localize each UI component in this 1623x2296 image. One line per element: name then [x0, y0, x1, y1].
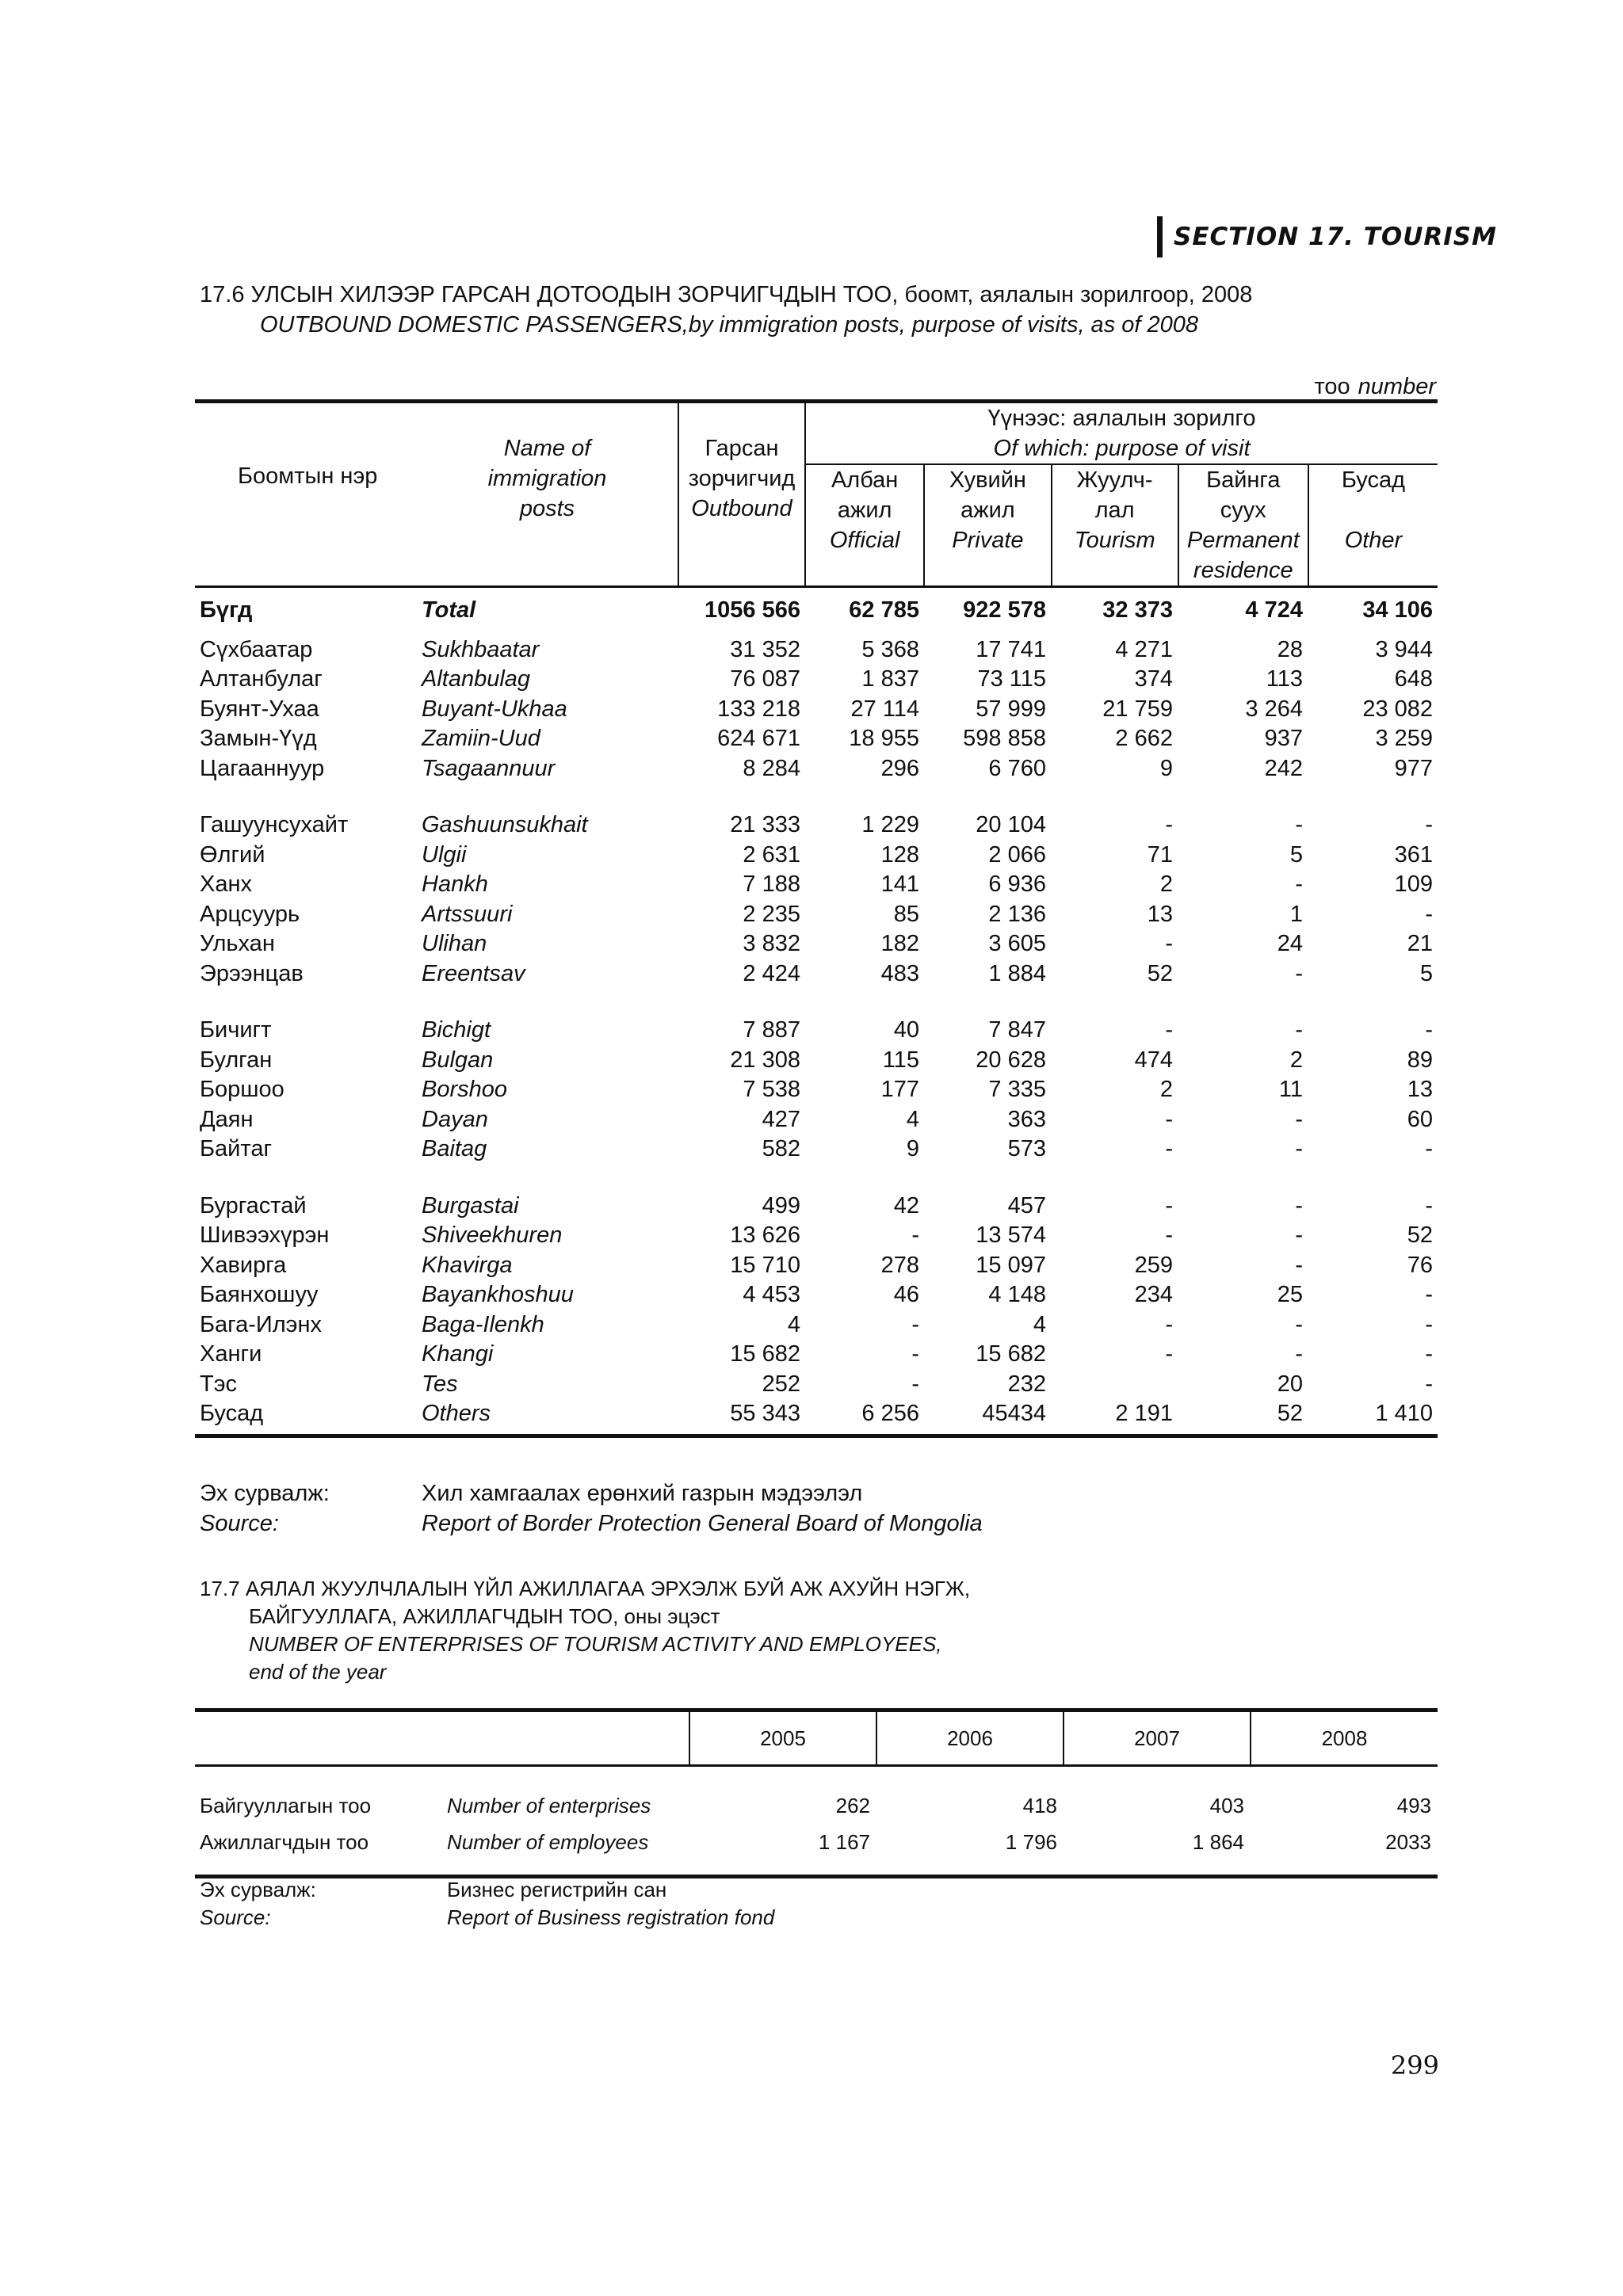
cell-tourism: 474 [1134, 1047, 1173, 1073]
cell-official: 5 368 [861, 636, 919, 662]
table2-title-mn-2: БАЙГУУЛЛАГА, АЖИЛЛАГЧДЫН ТОО, оны эцэст [249, 1604, 720, 1628]
cell-official: - [911, 1371, 919, 1397]
cell-official: 27 114 [850, 696, 919, 722]
table-row [195, 810, 1438, 841]
cell-other: - [1425, 1017, 1434, 1043]
section-header [1157, 215, 1497, 258]
source-text-en: Report of Border Protection General Board of Mongolia [422, 1511, 983, 1536]
post-name-en: Baitag [422, 1136, 487, 1161]
header-perm-en-1: Permanent [1186, 528, 1300, 553]
source-text-en: Report of Business registration fond [447, 1905, 775, 1929]
cell-permanent: 937 [1264, 726, 1303, 751]
cell-official: - [911, 1311, 919, 1337]
post-name-en: Khangi [422, 1341, 494, 1367]
header-other-mn: Бусад [1341, 467, 1406, 493]
post-name-mn: Гашуунсухайт [200, 812, 349, 837]
post-name-mn: Шивээхүрэн [200, 1222, 330, 1248]
post-name-mn: Булган [200, 1047, 273, 1073]
cell-tourism [1051, 1370, 1178, 1400]
post-name-mn: Боршоо [200, 1077, 285, 1102]
cell-tourism: 259 [1134, 1252, 1173, 1278]
post-name-mn: Эрээнцав [200, 960, 304, 986]
source-label-en: Source: [200, 1511, 279, 1536]
row-label-mn: Байгууллагын тоо [200, 1793, 372, 1817]
cell-other: - [1425, 1136, 1434, 1161]
cell-outbound: 15 710 [730, 1252, 800, 1278]
cell-value: 1 796 [876, 1824, 1064, 1877]
cell-other: - [1425, 1311, 1434, 1337]
cell-permanent: - [1295, 1017, 1303, 1043]
cell-outbound: 13 626 [730, 1222, 800, 1248]
post-name-en: Baga-Ilenkh [422, 1311, 544, 1337]
cell-permanent: 11 [1278, 1077, 1303, 1102]
cell-official: 1 837 [861, 666, 919, 692]
cell-outbound: 7 188 [743, 871, 800, 897]
post-name-mn: Бүгд [200, 597, 253, 623]
header-outbound-mn-1: Гарсан [705, 436, 779, 461]
year-header: 2005 [689, 1711, 876, 1766]
cell-value: 2033 [1251, 1824, 1438, 1877]
cell-permanent: 52 [1178, 1399, 1308, 1436]
cell-tourism: 71 [1147, 841, 1173, 868]
cell-tourism: - [1165, 812, 1173, 837]
cell-other: 977 [1394, 755, 1434, 781]
cell-other: - [1425, 1371, 1434, 1397]
cell-value: 403 [1209, 1793, 1244, 1817]
table1-source [200, 1478, 983, 1539]
cell-private: 922 578 [963, 597, 1046, 623]
header-purpose-group-mn: Үүнээс: аялалын зорилго [987, 406, 1256, 431]
cell-tourism: 2 [1159, 1077, 1173, 1102]
cell-other: 60 [1407, 1106, 1434, 1132]
post-name-mn: Даян [200, 1106, 254, 1132]
header-tourism-en: Tourism [1074, 528, 1155, 553]
cell-permanent: - [1295, 1311, 1303, 1337]
cell-official: 62 785 [849, 597, 919, 623]
header-official-en: Official [829, 528, 900, 553]
row-label-mn: Ажиллагчдын тоо [195, 1824, 442, 1877]
cell-permanent: 24 [1277, 931, 1303, 956]
table-row [195, 1075, 1438, 1105]
cell-outbound: 4 [787, 1311, 800, 1337]
cell-tourism: 21 759 [1102, 696, 1173, 722]
table2-title-en-1: NUMBER OF ENTERPRISES OF TOURISM ACTIVITY AND EMPLOYEES, [249, 1632, 942, 1656]
post-name-mn: Замын-Үүд [200, 726, 317, 751]
table-row [195, 1105, 1438, 1135]
cell-tourism: - [1165, 1341, 1173, 1367]
post-name-mn: Бусад [195, 1399, 417, 1436]
post-name-en: Tes [422, 1371, 458, 1397]
cell-outbound: 21 333 [730, 812, 800, 837]
table-row [195, 754, 1438, 784]
cell-other: 13 [1407, 1077, 1434, 1102]
cell-other: - [1425, 901, 1434, 927]
table-row [195, 900, 1438, 930]
cell-outbound: 252 [762, 1371, 800, 1397]
cell-private: 15 097 [976, 1252, 1046, 1278]
cell-outbound: 2 235 [743, 901, 800, 927]
post-name-mn: Алтанбулаг [200, 666, 323, 692]
post-name-mn: Цагааннуур [200, 755, 325, 781]
cell-other: 109 [1394, 871, 1434, 897]
post-name-en: Bulgan [422, 1047, 494, 1073]
header-other-en: Other [1344, 528, 1403, 553]
cell-outbound: 427 [762, 1106, 800, 1132]
table-row [195, 1340, 1438, 1370]
cell-official: 296 [880, 755, 919, 781]
cell-official: 9 [906, 1136, 919, 1161]
post-name-mn: Байтаг [200, 1136, 273, 1161]
table-row [195, 1766, 1438, 1825]
source-label-mn: Эх сурвалж: [200, 1481, 330, 1506]
cell-official: 115 [882, 1047, 919, 1073]
source-label-mn: Эх сурвалж: [200, 1878, 316, 1901]
cell-other: 89 [1407, 1047, 1434, 1073]
table1-title-en: OUTBOUND DOMESTIC PASSENGERS,by immigration posts, purpose of visits, as of 2008 [260, 312, 1199, 338]
table-row [195, 1016, 1438, 1046]
cell-outbound: 7 538 [743, 1077, 800, 1102]
cell-permanent: 25 [1277, 1282, 1303, 1307]
cell-tourism: 2 [1159, 871, 1173, 897]
header-post-en-1: Name of [503, 436, 591, 461]
cell-outbound: 1056 566 [705, 597, 800, 623]
cell-other: 76 [1407, 1252, 1434, 1278]
cell-private: 1 884 [988, 960, 1046, 986]
cell-official: 177 [880, 1077, 919, 1102]
cell-permanent: - [1295, 1252, 1303, 1278]
cell-outbound: 8 284 [743, 755, 800, 781]
year-header: 2006 [876, 1711, 1064, 1766]
cell-tourism: - [1165, 1106, 1173, 1132]
header-post-en-3: posts [519, 496, 575, 521]
cell-outbound: 76 087 [730, 666, 800, 692]
cell-tourism: 2 662 [1115, 726, 1173, 751]
cell-tourism: 9 [1159, 755, 1173, 781]
cell-private: 6 936 [988, 871, 1046, 897]
cell-permanent: - [1295, 1136, 1303, 1161]
cell-tourism: - [1165, 1136, 1173, 1161]
cell-private: 573 [1007, 1136, 1046, 1161]
post-name-en: Total [422, 597, 476, 623]
cell-private: 3 605 [988, 931, 1046, 956]
post-name-mn: Ханх [200, 871, 252, 897]
post-name-en: Ulihan [422, 931, 487, 956]
cell-official: - [911, 1222, 919, 1248]
table2-source [200, 1876, 774, 1932]
unit-en: number [1358, 374, 1436, 399]
post-name-mn: Өлгий [200, 841, 265, 868]
cell-official: 1 229 [861, 812, 919, 837]
cell-permanent: - [1295, 871, 1303, 897]
cell-outbound: 2 631 [743, 841, 800, 868]
section-bar [1157, 216, 1163, 257]
cell-private: 57 999 [976, 696, 1046, 722]
header-private-mn-2: ажил [960, 498, 1015, 523]
post-name-mn: Хавирга [200, 1252, 287, 1278]
header-outbound-mn-2: зорчигчид [688, 466, 796, 491]
cell-tourism: 32 373 [1102, 597, 1173, 623]
cell-private: 232 [1007, 1371, 1046, 1397]
cell-private: 7 847 [988, 1017, 1046, 1043]
cell-other: 21 [1407, 931, 1434, 956]
cell-permanent: - [1295, 1106, 1303, 1132]
cell-outbound: 624 671 [717, 726, 800, 751]
cell-private: 457 [1007, 1192, 1046, 1219]
header-post-en-2: immigration [487, 466, 607, 491]
cell-outbound: 2 424 [743, 960, 800, 986]
cell-permanent: - [1295, 960, 1303, 986]
cell-value: 418 [1022, 1793, 1057, 1817]
table-row [195, 1824, 1438, 1877]
post-name-mn: Арцсуурь [200, 901, 300, 927]
source-label-en: Source: [200, 1905, 271, 1929]
cell-official: 483 [880, 960, 919, 986]
cell-outbound: 133 218 [717, 696, 800, 722]
table-row [195, 1280, 1438, 1310]
table-row [195, 870, 1438, 900]
post-name-mn: Бургастай [200, 1192, 307, 1219]
cell-value: 262 [835, 1793, 870, 1817]
post-name-mn: Буянт-Ухаа [200, 696, 319, 722]
table-row [195, 1399, 1438, 1436]
cell-tourism: 4 271 [1115, 636, 1173, 662]
post-name-en: Artssuuri [422, 901, 513, 927]
cell-other: 648 [1394, 666, 1434, 692]
cell-private: 45434 [924, 1399, 1051, 1436]
cell-other: 1 410 [1308, 1399, 1438, 1436]
cell-other: 34 106 [1362, 597, 1434, 623]
post-name-mn: Бага-Илэнх [200, 1311, 322, 1337]
cell-value: 1 167 [689, 1824, 876, 1877]
cell-value: 1 864 [1064, 1824, 1251, 1877]
table1-title-mn: 17.6 УЛСЫН ХИЛЭЭР ГАРСАН ДОТООДЫН ЗОРЧИГЧДЫН ТОО, боомт, аялалын зорилгоор, 2008 [200, 282, 1253, 307]
row-label-en: Number of enterprises [447, 1793, 651, 1817]
post-name-en: Others [417, 1399, 678, 1436]
header-perm-mn-2: суух [1220, 498, 1266, 523]
post-name-en: Bichigt [422, 1017, 491, 1043]
header-private-mn-1: Хувийн [949, 467, 1026, 493]
cell-permanent: 4 724 [1245, 597, 1303, 623]
cell-other: - [1425, 1192, 1434, 1219]
post-name-en: Buyant-Ukhaa [422, 696, 567, 722]
page-number: 299 [1390, 2050, 1439, 2081]
cell-official: 4 [906, 1106, 919, 1132]
post-name-en: Bayankhoshuu [422, 1282, 574, 1307]
cell-outbound: 55 343 [678, 1399, 805, 1436]
cell-official: 182 [880, 931, 919, 956]
table-row [195, 724, 1438, 754]
cell-private: 598 858 [963, 726, 1046, 751]
header-post-mn: Боомтын нэр [238, 463, 378, 489]
table2-title-mn-1: 17.7 АЯЛАЛ ЖУУЛЧЛАЛЫН ҮЙЛ АЖИЛЛАГАА ЭРХЭЛЖ БУЙ АЖ АХУЙН НЭГЖ, [200, 1577, 971, 1600]
cell-other: - [1425, 1282, 1434, 1307]
cell-permanent: 5 [1289, 841, 1303, 868]
cell-official: 141 [880, 871, 919, 897]
post-name-mn: Ульхан [200, 931, 275, 956]
post-name-en: Altanbulag [422, 666, 531, 692]
post-name-mn: Сүхбаатар [200, 636, 313, 662]
cell-tourism: 52 [1147, 960, 1173, 986]
cell-private: 4 [1033, 1311, 1046, 1337]
header-official-mn-1: Албан [831, 467, 899, 493]
cell-other: 3 259 [1375, 726, 1434, 751]
cell-outbound: 4 453 [743, 1282, 800, 1307]
header-tourism-mn-2: лал [1094, 498, 1135, 523]
cell-outbound: 31 352 [730, 636, 800, 662]
header-perm-mn-1: Байнга [1206, 467, 1281, 493]
post-name-mn: Бичигт [200, 1017, 272, 1043]
post-name-mn: Ханги [200, 1341, 262, 1367]
cell-permanent: 2 [1289, 1047, 1303, 1073]
table-row [195, 1370, 1438, 1400]
cell-outbound: 3 832 [743, 931, 800, 956]
cell-private: 73 115 [977, 666, 1046, 692]
cell-other: 5 [1419, 960, 1434, 986]
cell-official: 6 256 [805, 1399, 924, 1436]
cell-private: 7 335 [988, 1077, 1046, 1102]
cell-official: 18 955 [849, 726, 919, 751]
year-header: 2008 [1251, 1711, 1438, 1766]
cell-private: 13 574 [976, 1222, 1046, 1248]
row-label-en: Number of employees [447, 1829, 649, 1854]
cell-official: 46 [893, 1282, 919, 1307]
cell-outbound: 582 [762, 1136, 800, 1161]
cell-private: 20 104 [976, 812, 1046, 837]
table-row [195, 841, 1438, 871]
cell-other: 3 944 [1375, 636, 1434, 662]
table1-unit [1314, 374, 1436, 400]
table2-title-en-2: end of the year [249, 1660, 387, 1684]
spacer-row [195, 784, 1438, 810]
cell-private: 4 148 [988, 1282, 1046, 1307]
table2-title [200, 1575, 970, 1686]
cell-permanent: - [1295, 1341, 1303, 1367]
header-official-mn-2: ажил [837, 498, 892, 523]
header-outbound-en: Outbound [691, 496, 792, 521]
post-name-en: Hankh [422, 871, 488, 897]
cell-official: 42 [893, 1192, 919, 1219]
cell-other: 52 [1407, 1222, 1434, 1248]
header-tourism-mn-1: Жуулч- [1076, 467, 1153, 493]
table-row [195, 1310, 1438, 1341]
year-header: 2007 [1064, 1711, 1251, 1766]
section-title: SECTION 17. TOURISM [1174, 223, 1497, 251]
post-name-en: Khavirga [422, 1252, 513, 1278]
post-name-en: Borshoo [422, 1077, 508, 1102]
cell-permanent: 20 [1277, 1371, 1303, 1397]
cell-outbound: 499 [762, 1192, 800, 1219]
cell-private: 15 682 [976, 1341, 1046, 1367]
cell-outbound: 21 308 [730, 1047, 800, 1073]
cell-permanent: - [1295, 1222, 1303, 1248]
table-row [195, 665, 1438, 695]
cell-tourism: - [1165, 1222, 1173, 1248]
header-private-en: Private [952, 528, 1024, 553]
cell-permanent: 242 [1264, 755, 1303, 781]
cell-permanent: 113 [1266, 666, 1303, 692]
cell-outbound: 15 682 [730, 1341, 800, 1367]
cell-tourism: 374 [1134, 666, 1173, 692]
cell-official: 85 [893, 901, 919, 927]
post-name-en: Shiveekhuren [422, 1222, 563, 1248]
cell-private: 17 741 [976, 636, 1046, 662]
cell-private: 6 760 [988, 755, 1046, 781]
header-perm-en-2: residence [1193, 558, 1293, 583]
post-name-mn: Баянхошуу [200, 1282, 319, 1307]
cell-other: - [1425, 1341, 1434, 1367]
cell-other: 361 [1394, 841, 1434, 868]
table-row [195, 635, 1438, 666]
tourism-enterprises-table [195, 1708, 1438, 1878]
cell-permanent: - [1295, 812, 1303, 837]
cell-tourism: - [1165, 1017, 1173, 1043]
spacer-row [195, 1165, 1438, 1192]
cell-private: 2 136 [988, 901, 1046, 927]
cell-tourism: 234 [1134, 1282, 1173, 1307]
post-name-en: Gashuunsukhait [422, 812, 588, 837]
post-name-en: Dayan [422, 1106, 488, 1132]
table-row [195, 1251, 1438, 1281]
cell-other: - [1425, 812, 1434, 837]
cell-official: - [911, 1341, 919, 1367]
cell-tourism: 2 191 [1051, 1399, 1178, 1436]
outbound-passengers-table [195, 399, 1438, 1438]
cell-official: 278 [880, 1252, 919, 1278]
table-row [195, 1192, 1438, 1222]
cell-official: 40 [893, 1017, 919, 1043]
cell-value: 493 [1396, 1793, 1431, 1817]
post-name-en: Sukhbaatar [422, 636, 540, 662]
spacer-row [195, 989, 1438, 1016]
cell-permanent: 1 [1289, 901, 1303, 927]
unit-mn: тоо [1314, 374, 1350, 399]
table-row [195, 1046, 1438, 1076]
cell-other: 23 082 [1362, 696, 1434, 722]
table-row [195, 1135, 1438, 1165]
cell-tourism: - [1165, 1192, 1173, 1219]
source-text-mn: Хил хамгаалах ерөнхий газрын мэдээлэл [422, 1481, 863, 1506]
cell-permanent: - [1295, 1192, 1303, 1219]
cell-official: 128 [880, 841, 919, 868]
cell-tourism: - [1165, 1311, 1173, 1337]
table-row [195, 1221, 1438, 1251]
header-purpose-group-en: Of which: purpose of visit [993, 436, 1251, 461]
cell-tourism: - [1165, 931, 1173, 956]
cell-permanent: 28 [1277, 636, 1303, 662]
source-text-mn: Бизнес регистрийн сан [447, 1878, 667, 1901]
table-row [195, 959, 1438, 990]
post-name-mn: Тэс [200, 1371, 238, 1397]
total-row [195, 587, 1438, 635]
cell-outbound: 7 887 [743, 1017, 800, 1043]
table-row [195, 929, 1438, 959]
post-name-en: Ulgii [422, 841, 467, 868]
post-name-en: Ereentsav [422, 960, 525, 986]
cell-permanent: 3 264 [1245, 696, 1303, 722]
cell-private: 20 628 [976, 1047, 1046, 1073]
table-row [195, 695, 1438, 725]
post-name-en: Tsagaannuur [422, 755, 556, 781]
cell-tourism: 13 [1147, 901, 1173, 927]
cell-private: 363 [1007, 1106, 1046, 1132]
post-name-en: Zamiin-Uud [422, 726, 540, 751]
cell-private: 2 066 [988, 841, 1046, 868]
post-name-en: Burgastai [422, 1192, 519, 1219]
